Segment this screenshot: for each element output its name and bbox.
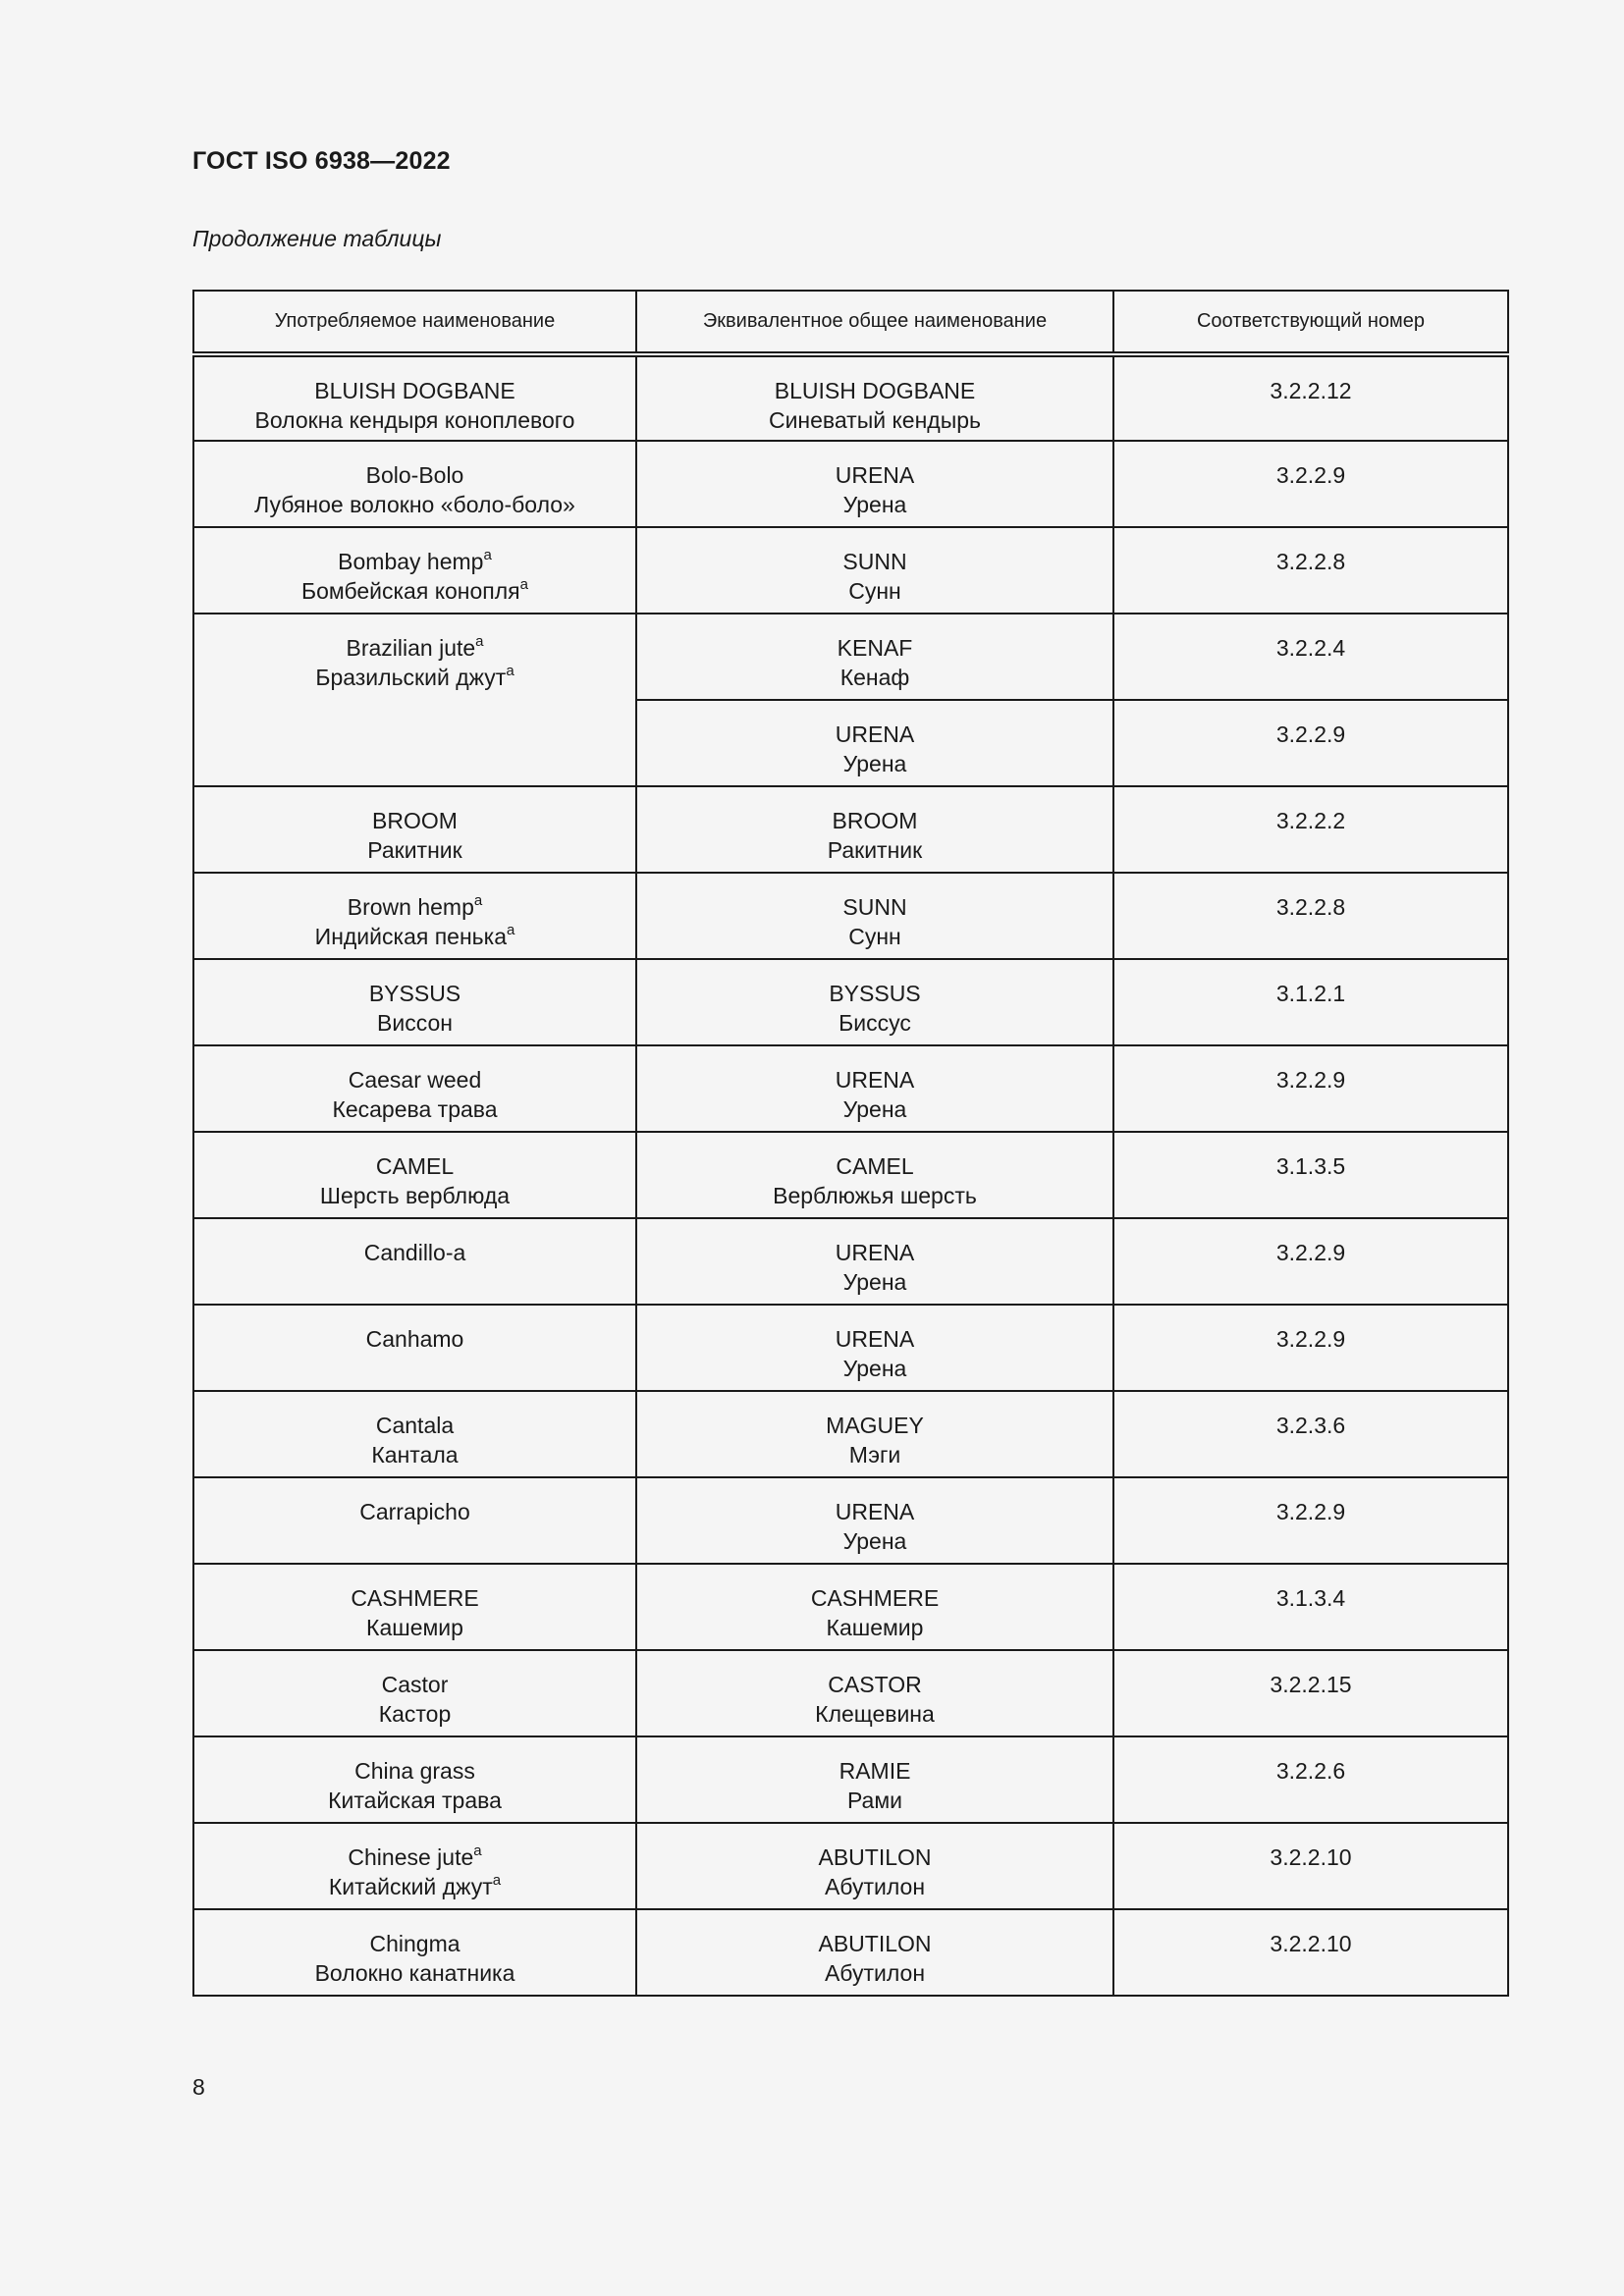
- equivalent-name-en-line: [637, 633, 1112, 663]
- used-name-cell: [193, 959, 636, 1045]
- clause-number: 3.1.3.4: [1275, 1585, 1346, 1611]
- used-name-en: Bolo-Bolo: [365, 462, 464, 488]
- clause-number: 3.1.3.5: [1275, 1153, 1346, 1179]
- table-body: [193, 354, 1508, 1996]
- used-name-cell: [193, 354, 636, 441]
- used-name-cell: [193, 1305, 636, 1391]
- used-name-en-line: [194, 1497, 635, 1526]
- equivalent-name-cell: [636, 1132, 1113, 1218]
- clause-number-cell: [1113, 786, 1508, 873]
- equivalent-name-en-line: [637, 1842, 1112, 1872]
- used-name-ru-line: [194, 1181, 635, 1210]
- clause-number-line: [1114, 633, 1507, 663]
- table-row: [193, 614, 1508, 700]
- equivalent-name-en: ABUTILON: [818, 1931, 932, 1956]
- clause-number-line: [1114, 720, 1507, 749]
- clause-number-cell: [1113, 614, 1508, 700]
- clause-number: 3.2.2.10: [1270, 1844, 1352, 1870]
- clause-number-line: [1114, 1151, 1507, 1181]
- equivalent-name-cell: [636, 1736, 1113, 1823]
- equivalent-name-cell: [636, 1045, 1113, 1132]
- used-name-en: Chingma: [369, 1931, 460, 1956]
- footnote-marker: a: [492, 1872, 502, 1890]
- footnote-marker: a: [483, 547, 492, 564]
- used-name-ru: Кашемир: [366, 1615, 463, 1640]
- table-row: [193, 1045, 1508, 1132]
- used-name-cell: [193, 1564, 636, 1650]
- equivalent-name-ru: Урена: [842, 1528, 907, 1554]
- used-name-ru-line: [194, 1699, 635, 1729]
- used-name-en: Castor: [381, 1672, 449, 1697]
- used-name-cell: [193, 873, 636, 959]
- used-name-ru: Волокна кендыря коноплевого: [254, 407, 575, 433]
- clause-number: 3.2.2.9: [1275, 462, 1346, 488]
- equivalent-name-ru: Урена: [842, 1269, 907, 1295]
- equivalent-name-ru-line: [637, 663, 1112, 692]
- used-name-cell: [193, 1132, 636, 1218]
- clause-number-cell: [1113, 441, 1508, 527]
- used-name-cell: [193, 1650, 636, 1736]
- used-name-en-line: [194, 633, 635, 663]
- equivalent-name-cell: [636, 1650, 1113, 1736]
- used-name-en-line: [194, 460, 635, 490]
- clause-number-line: [1114, 547, 1507, 576]
- used-name-cell: [193, 1823, 636, 1909]
- used-name-en: BROOM: [372, 808, 458, 833]
- fibre-names-table: [192, 290, 1509, 1997]
- footnote-marker: a: [519, 576, 528, 594]
- used-name-en-line: [194, 1842, 635, 1872]
- clause-number-line: [1114, 806, 1507, 835]
- clause-number: 3.2.2.8: [1275, 549, 1346, 574]
- equivalent-name-en: RAMIE: [839, 1758, 911, 1784]
- equivalent-name-en: ABUTILON: [818, 1844, 932, 1870]
- used-name-en: Canhamo: [365, 1326, 464, 1352]
- used-name-ru: Кантала: [371, 1442, 459, 1468]
- clause-number-line: [1114, 1411, 1507, 1440]
- used-name-en: Candillo-a: [363, 1240, 466, 1265]
- equivalent-name-ru-line: [637, 1613, 1112, 1642]
- equivalent-name-cell: [636, 1564, 1113, 1650]
- used-name-en-line: [194, 892, 635, 922]
- clause-number-line: [1114, 979, 1507, 1008]
- table-row: [193, 1650, 1508, 1736]
- clause-number-cell: [1113, 700, 1508, 786]
- equivalent-name-en: BROOM: [832, 808, 918, 833]
- equivalent-name-cell: [636, 1477, 1113, 1564]
- used-name-en-line: [194, 979, 635, 1008]
- table-row: [193, 1477, 1508, 1564]
- equivalent-name-ru-line: [637, 405, 1112, 435]
- used-name-cell: [193, 1736, 636, 1823]
- used-name-ru-line: [194, 1613, 635, 1642]
- equivalent-name-en-line: [637, 1324, 1112, 1354]
- clause-number-line: [1114, 1756, 1507, 1786]
- clause-number-cell: [1113, 527, 1508, 614]
- clause-number: 3.2.2.10: [1270, 1931, 1352, 1956]
- used-name-ru: Волокно канатника: [314, 1960, 515, 1986]
- clause-number: 3.2.2.2: [1275, 808, 1346, 833]
- used-name-en-line: [194, 1151, 635, 1181]
- equivalent-name-en-line: [637, 1411, 1112, 1440]
- table-continuation-label: Продолжение таблицы: [192, 226, 442, 251]
- equivalent-name-ru: Кашемир: [826, 1615, 924, 1640]
- equivalent-name-en-line: [637, 720, 1112, 749]
- used-name-en: Carrapicho: [359, 1499, 470, 1524]
- used-name-en-line: [194, 1238, 635, 1267]
- used-name-ru: Бразильский джут: [315, 665, 507, 690]
- equivalent-name-ru: Урена: [842, 492, 907, 517]
- used-name-en: Chinese jute: [348, 1844, 474, 1870]
- used-name-cell: [193, 1477, 636, 1564]
- equivalent-name-ru: Синеватый кендырь: [768, 407, 982, 433]
- clause-number-cell: [1113, 1218, 1508, 1305]
- table-row: [193, 354, 1508, 441]
- table-row: [193, 441, 1508, 527]
- used-name-en-line: [194, 806, 635, 835]
- used-name-cell: [193, 1218, 636, 1305]
- clause-number-line: [1114, 1670, 1507, 1699]
- table-row: [193, 786, 1508, 873]
- equivalent-name-en: URENA: [835, 462, 915, 488]
- used-name-en-line: [194, 547, 635, 576]
- table-row: [193, 873, 1508, 959]
- clause-number-cell: [1113, 1564, 1508, 1650]
- used-name-ru: Кесарева трава: [332, 1096, 498, 1122]
- footnote-marker: a: [473, 1842, 482, 1860]
- used-name-en: Cantala: [375, 1413, 455, 1438]
- equivalent-name-ru: Рами: [846, 1788, 903, 1813]
- used-name-en-line: [194, 1065, 635, 1095]
- used-name-ru: Лубяное волокно «боло-боло»: [254, 492, 575, 517]
- header-number: Соответствующий номер: [1113, 291, 1508, 354]
- equivalent-name-ru-line: [637, 1872, 1112, 1901]
- equivalent-name-en-line: [637, 1670, 1112, 1699]
- equivalent-name-en: URENA: [835, 1067, 915, 1093]
- equivalent-name-ru-line: [637, 1008, 1112, 1038]
- clause-number-cell: [1113, 959, 1508, 1045]
- footnote-marker: a: [507, 922, 515, 939]
- equivalent-name-ru: Урена: [842, 1356, 907, 1381]
- equivalent-name-cell: [636, 614, 1113, 700]
- clause-number: 3.2.2.9: [1275, 1240, 1346, 1265]
- used-name-en-line: [194, 1324, 635, 1354]
- clause-number-cell: [1113, 1650, 1508, 1736]
- clause-number-line: [1114, 1583, 1507, 1613]
- clause-number-cell: [1113, 1305, 1508, 1391]
- footnote-marker: a: [475, 633, 484, 651]
- used-name-ru: Индийская пенька: [314, 924, 507, 949]
- equivalent-name-en-line: [637, 1151, 1112, 1181]
- equivalent-name-en-line: [637, 1929, 1112, 1958]
- equivalent-name-cell: [636, 1909, 1113, 1996]
- equivalent-name-ru: Кенаф: [839, 665, 910, 690]
- clause-number-line: [1114, 1238, 1507, 1267]
- equivalent-name-en: KENAF: [837, 635, 913, 661]
- clause-number: 3.2.2.9: [1275, 1499, 1346, 1524]
- table-row: [193, 1736, 1508, 1823]
- table-row: [193, 1391, 1508, 1477]
- clause-number: 3.2.2.15: [1270, 1672, 1352, 1697]
- used-name-en-line: [194, 1670, 635, 1699]
- equivalent-name-ru: Мэги: [848, 1442, 901, 1468]
- clause-number: 3.2.3.6: [1275, 1413, 1346, 1438]
- used-name-en: China grass: [354, 1758, 475, 1784]
- equivalent-name-ru-line: [637, 490, 1112, 519]
- equivalent-name-en-line: [637, 1497, 1112, 1526]
- clause-number: 3.2.2.6: [1275, 1758, 1346, 1784]
- footnote-marker: a: [473, 892, 483, 910]
- footnote-marker: a: [506, 663, 514, 680]
- clause-number-line: [1114, 376, 1507, 405]
- used-name-cell: [193, 614, 636, 786]
- used-name-ru: Шерсть верблюда: [319, 1183, 511, 1208]
- equivalent-name-en-line: [637, 1238, 1112, 1267]
- equivalent-name-cell: [636, 786, 1113, 873]
- equivalent-name-ru: Клещевина: [815, 1701, 935, 1727]
- table-row: [193, 1909, 1508, 1996]
- equivalent-name-ru-line: [637, 576, 1112, 606]
- equivalent-name-ru: Ракитник: [827, 837, 923, 863]
- header-equivalent-name: Эквивалентное общее наименование: [636, 291, 1113, 354]
- clause-number-cell: [1113, 1132, 1508, 1218]
- header-used-name: Употребляемое наименование: [193, 291, 636, 354]
- equivalent-name-en: BLUISH DOGBANE: [774, 378, 976, 403]
- equivalent-name-en: SUNN: [842, 894, 907, 920]
- equivalent-name-en-line: [637, 1583, 1112, 1613]
- equivalent-name-en: SUNN: [842, 549, 907, 574]
- used-name-en-line: [194, 1929, 635, 1958]
- used-name-cell: [193, 1391, 636, 1477]
- used-name-en: CAMEL: [375, 1153, 455, 1179]
- used-name-ru-line: [194, 1095, 635, 1124]
- used-name-cell: [193, 1909, 636, 1996]
- clause-number-line: [1114, 1324, 1507, 1354]
- clause-number-line: [1114, 1065, 1507, 1095]
- equivalent-name-cell: [636, 527, 1113, 614]
- equivalent-name-ru: Сунн: [848, 578, 901, 604]
- equivalent-name-ru: Верблюжья шерсть: [773, 1183, 977, 1208]
- equivalent-name-ru-line: [637, 1440, 1112, 1469]
- equivalent-name-ru-line: [637, 835, 1112, 865]
- equivalent-name-cell: [636, 1218, 1113, 1305]
- equivalent-name-en-line: [637, 460, 1112, 490]
- used-name-ru-line: [194, 1872, 635, 1901]
- equivalent-name-cell: [636, 959, 1113, 1045]
- clause-number-cell: [1113, 1736, 1508, 1823]
- clause-number: 3.2.2.9: [1275, 1326, 1346, 1352]
- used-name-cell: [193, 441, 636, 527]
- equivalent-name-en-line: [637, 1065, 1112, 1095]
- equivalent-name-ru-line: [637, 1181, 1112, 1210]
- clause-number-cell: [1113, 1391, 1508, 1477]
- equivalent-name-ru: Урена: [842, 751, 907, 776]
- equivalent-name-en: BYSSUS: [829, 981, 921, 1006]
- equivalent-name-ru-line: [637, 749, 1112, 778]
- equivalent-name-ru: Биссус: [839, 1010, 911, 1036]
- equivalent-name-ru: Урена: [842, 1096, 907, 1122]
- equivalent-name-en: CASTOR: [828, 1672, 922, 1697]
- used-name-en: Bombay hemp: [338, 549, 484, 574]
- used-name-ru-line: [194, 1958, 635, 1988]
- used-name-cell: [193, 1045, 636, 1132]
- used-name-en-line: [194, 376, 635, 405]
- table-header-row: [193, 291, 1508, 354]
- equivalent-name-en-line: [637, 1756, 1112, 1786]
- used-name-en: CASHMERE: [351, 1585, 479, 1611]
- table-row: [193, 1823, 1508, 1909]
- equivalent-name-ru: Абутилон: [824, 1874, 926, 1899]
- used-name-ru-line: [194, 405, 635, 435]
- used-name-ru: Китайская трава: [328, 1788, 502, 1813]
- used-name-ru-line: [194, 1008, 635, 1038]
- used-name-en: Brown hemp: [347, 894, 474, 920]
- equivalent-name-en-line: [637, 979, 1112, 1008]
- clause-number-cell: [1113, 873, 1508, 959]
- equivalent-name-en-line: [637, 376, 1112, 405]
- equivalent-name-ru-line: [637, 1958, 1112, 1988]
- table-row: [193, 527, 1508, 614]
- equivalent-name-cell: [636, 354, 1113, 441]
- equivalent-name-ru-line: [637, 1095, 1112, 1124]
- clause-number: 3.2.2.9: [1275, 721, 1346, 747]
- used-name-ru: Ракитник: [367, 837, 462, 863]
- clause-number-cell: [1113, 1045, 1508, 1132]
- used-name-en: BLUISH DOGBANE: [314, 378, 515, 403]
- clause-number: 3.2.2.4: [1275, 635, 1346, 661]
- equivalent-name-cell: [636, 1391, 1113, 1477]
- used-name-ru-line: [194, 922, 635, 951]
- used-name-ru: Бомбейская конопля: [301, 578, 520, 604]
- clause-number-line: [1114, 460, 1507, 490]
- used-name-ru-line: [194, 490, 635, 519]
- used-name-en-line: [194, 1756, 635, 1786]
- equivalent-name-cell: [636, 873, 1113, 959]
- used-name-ru: Кастор: [378, 1701, 452, 1727]
- clause-number: 3.1.2.1: [1275, 981, 1346, 1006]
- clause-number: 3.2.2.9: [1275, 1067, 1346, 1093]
- used-name-cell: [193, 786, 636, 873]
- used-name-ru-line: [194, 663, 635, 692]
- used-name-ru: Виссон: [377, 1010, 453, 1036]
- clause-number-line: [1114, 1842, 1507, 1872]
- equivalent-name-cell: [636, 1823, 1113, 1909]
- equivalent-name-en: URENA: [835, 1240, 915, 1265]
- clause-number-line: [1114, 1929, 1507, 1958]
- table-row: [193, 1132, 1508, 1218]
- equivalent-name-en: URENA: [835, 1499, 915, 1524]
- used-name-en-line: [194, 1583, 635, 1613]
- clause-number-cell: [1113, 1477, 1508, 1564]
- equivalent-name-ru-line: [637, 1699, 1112, 1729]
- used-name-en: Brazilian jute: [346, 635, 476, 661]
- used-name-ru-line: [194, 835, 635, 865]
- equivalent-name-en: CASHMERE: [810, 1585, 940, 1611]
- equivalent-name-en-line: [637, 892, 1112, 922]
- equivalent-name-cell: [636, 1305, 1113, 1391]
- clause-number-cell: [1113, 354, 1508, 441]
- equivalent-name-ru: Сунн: [848, 924, 901, 949]
- equivalent-name-cell: [636, 441, 1113, 527]
- used-name-ru-line: [194, 576, 635, 606]
- used-name-ru: Китайский джут: [328, 1874, 493, 1899]
- equivalent-name-en-line: [637, 547, 1112, 576]
- equivalent-name-ru-line: [637, 1267, 1112, 1297]
- equivalent-name-ru: Абутилон: [824, 1960, 926, 1986]
- equivalent-name-ru-line: [637, 1786, 1112, 1815]
- clause-number: 3.2.2.8: [1275, 894, 1346, 920]
- equivalent-name-en-line: [637, 806, 1112, 835]
- equivalent-name-ru-line: [637, 922, 1112, 951]
- equivalent-name-en: MAGUEY: [826, 1413, 924, 1438]
- table-row: [193, 1305, 1508, 1391]
- table-row: [193, 1564, 1508, 1650]
- used-name-cell: [193, 527, 636, 614]
- equivalent-name-ru-line: [637, 1526, 1112, 1556]
- equivalent-name-cell: [636, 700, 1113, 786]
- clause-number-line: [1114, 892, 1507, 922]
- equivalent-name-en: CAMEL: [836, 1153, 914, 1179]
- document-title: ГОСТ ISO 6938—2022: [192, 147, 451, 175]
- used-name-ru-line: [194, 1786, 635, 1815]
- clause-number-cell: [1113, 1909, 1508, 1996]
- used-name-en-line: [194, 1411, 635, 1440]
- equivalent-name-ru-line: [637, 1354, 1112, 1383]
- clause-number-cell: [1113, 1823, 1508, 1909]
- table-row: [193, 1218, 1508, 1305]
- equivalent-name-en: URENA: [835, 1326, 915, 1352]
- used-name-ru-line: [194, 1440, 635, 1469]
- used-name-en: Caesar weed: [348, 1067, 482, 1093]
- clause-number-line: [1114, 1497, 1507, 1526]
- used-name-en: BYSSUS: [368, 981, 461, 1006]
- clause-number: 3.2.2.12: [1270, 378, 1352, 403]
- page-number: 8: [192, 2074, 205, 2100]
- table-row: [193, 959, 1508, 1045]
- equivalent-name-en: URENA: [835, 721, 915, 747]
